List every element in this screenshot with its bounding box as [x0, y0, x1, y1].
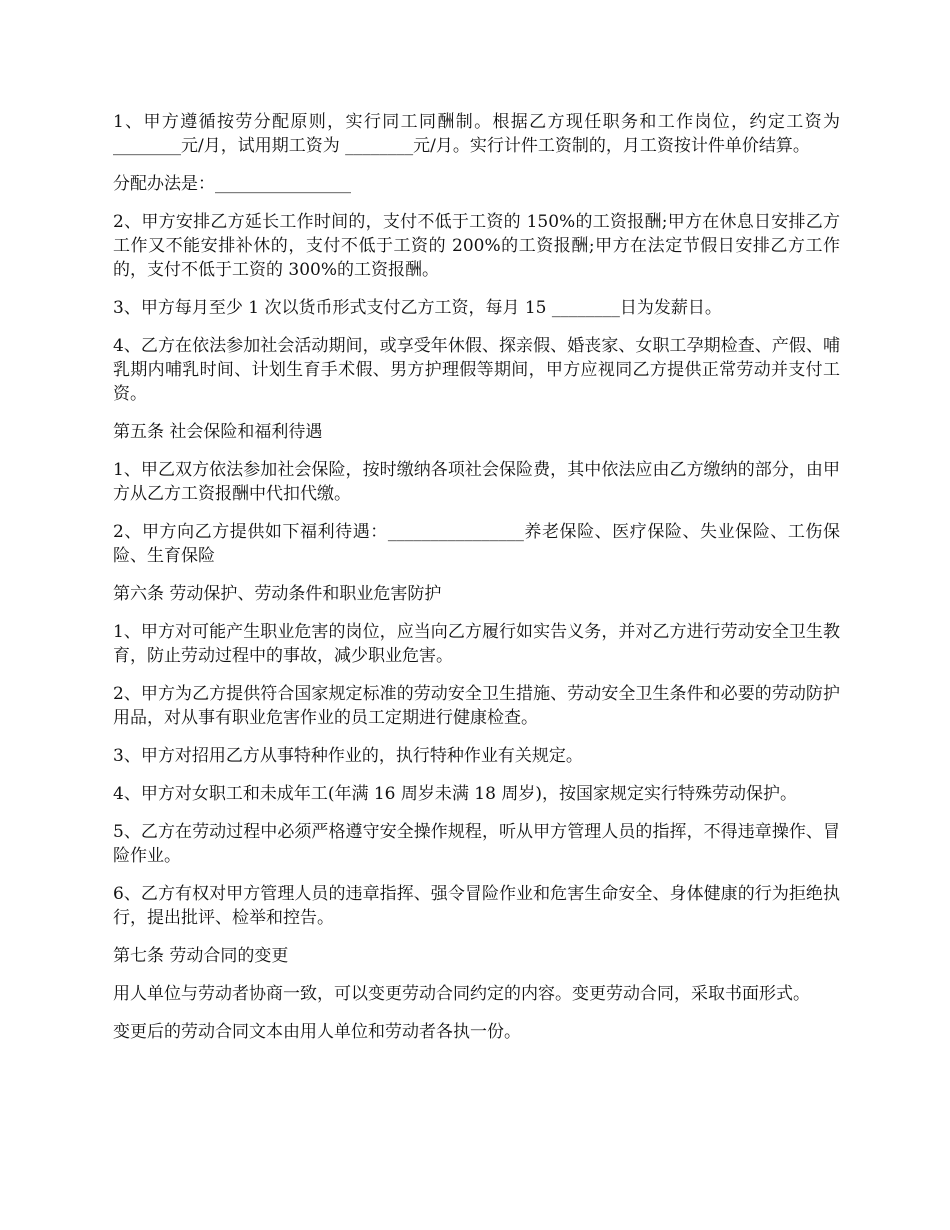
clause-distribution-method: 分配办法是：________________: [113, 174, 351, 194]
clause-safety-provisions: 2、甲方为乙方提供符合国家规定标准的劳动安全卫生措施、劳动安全卫生条件和必要的劳动防护用品，对从事有职业危害作业的员工定期进行健康检查。: [113, 684, 840, 728]
clause-overtime-pay: 2、甲方安排乙方延长工作时间的，支付不低于工资的 150%的工资报酬;甲方在休息日安排乙方工作又不能安排补休的，支付不低于工资的 200%的工资报酬;甲方在法定节假日安排乙方工作的，支付不低于工资的 300%的工资报酬。: [113, 212, 840, 280]
clause-payday: 3、甲方每月至少 1 次以货币形式支付乙方工资，每月 15 ________日为发薪日。: [113, 298, 722, 318]
clause-contract-copies: 变更后的劳动合同文本由用人单位和劳动者各执一份。: [113, 1022, 521, 1042]
clause-wage-amount: 1、甲方遵循按劳分配原则，实行同工同酬制。根据乙方现任职务和工作岗位，约定工资为 ________元/月，试用期工资为 ________元/月。实行计件工资制的，月工资按计件单价结算。: [113, 112, 840, 156]
clause-safety-compliance: 5、乙方在劳动过程中必须严格遵守安全操作规程，听从甲方管理人员的指挥，不得违章操作、冒险作业。: [113, 822, 840, 866]
section-heading-article-6: 第六条 劳动保护、劳动条件和职业危害防护: [113, 584, 442, 604]
clause-welfare-benefits: 2、甲方向乙方提供如下福利待遇：________________养老保险、医疗保险、失业保险、工伤保险、生育保险: [113, 522, 840, 566]
section-heading-article-5: 第五条 社会保险和福利待遇: [113, 422, 323, 442]
clause-special-operations: 3、甲方对招用乙方从事特种作业的，执行特种作业有关规定。: [113, 746, 583, 766]
document-body: [113, 110, 840, 1058]
clause-special-protection: 4、甲方对女职工和未成年工(年满 16 周岁未满 18 周岁)，按国家规定实行特殊劳动保护。: [113, 784, 797, 804]
clause-contract-change: 用人单位与劳动者协商一致，可以变更劳动合同约定的内容。变更劳动合同，采取书面形式。: [113, 984, 810, 1004]
clause-paid-leave: 4、乙方在依法参加社会活动期间，或享受年休假、探亲假、婚丧家、女职工孕期检查、产假、哺乳期内哺乳时间、计划生育手术假、男方护理假等期间，甲方应视同乙方提供正常劳动并支付工资。: [113, 336, 840, 404]
clause-refusal-right: 6、乙方有权对甲方管理人员的违章指挥、强令冒险作业和危害生命安全、身体健康的行为拒绝执行，提出批评、检举和控告。: [113, 884, 840, 928]
section-heading-article-7: 第七条 劳动合同的变更: [113, 946, 289, 966]
clause-social-insurance: 1、甲乙双方依法参加社会保险，按时缴纳各项社会保险费，其中依法应由乙方缴纳的部分，由甲方从乙方工资报酬中代扣代缴。: [113, 460, 840, 504]
clause-hazard-notice: 1、甲方对可能产生职业危害的岗位，应当向乙方履行如实告义务，并对乙方进行劳动安全卫生教育，防止劳动过程中的事故，减少职业危害。: [113, 622, 840, 666]
